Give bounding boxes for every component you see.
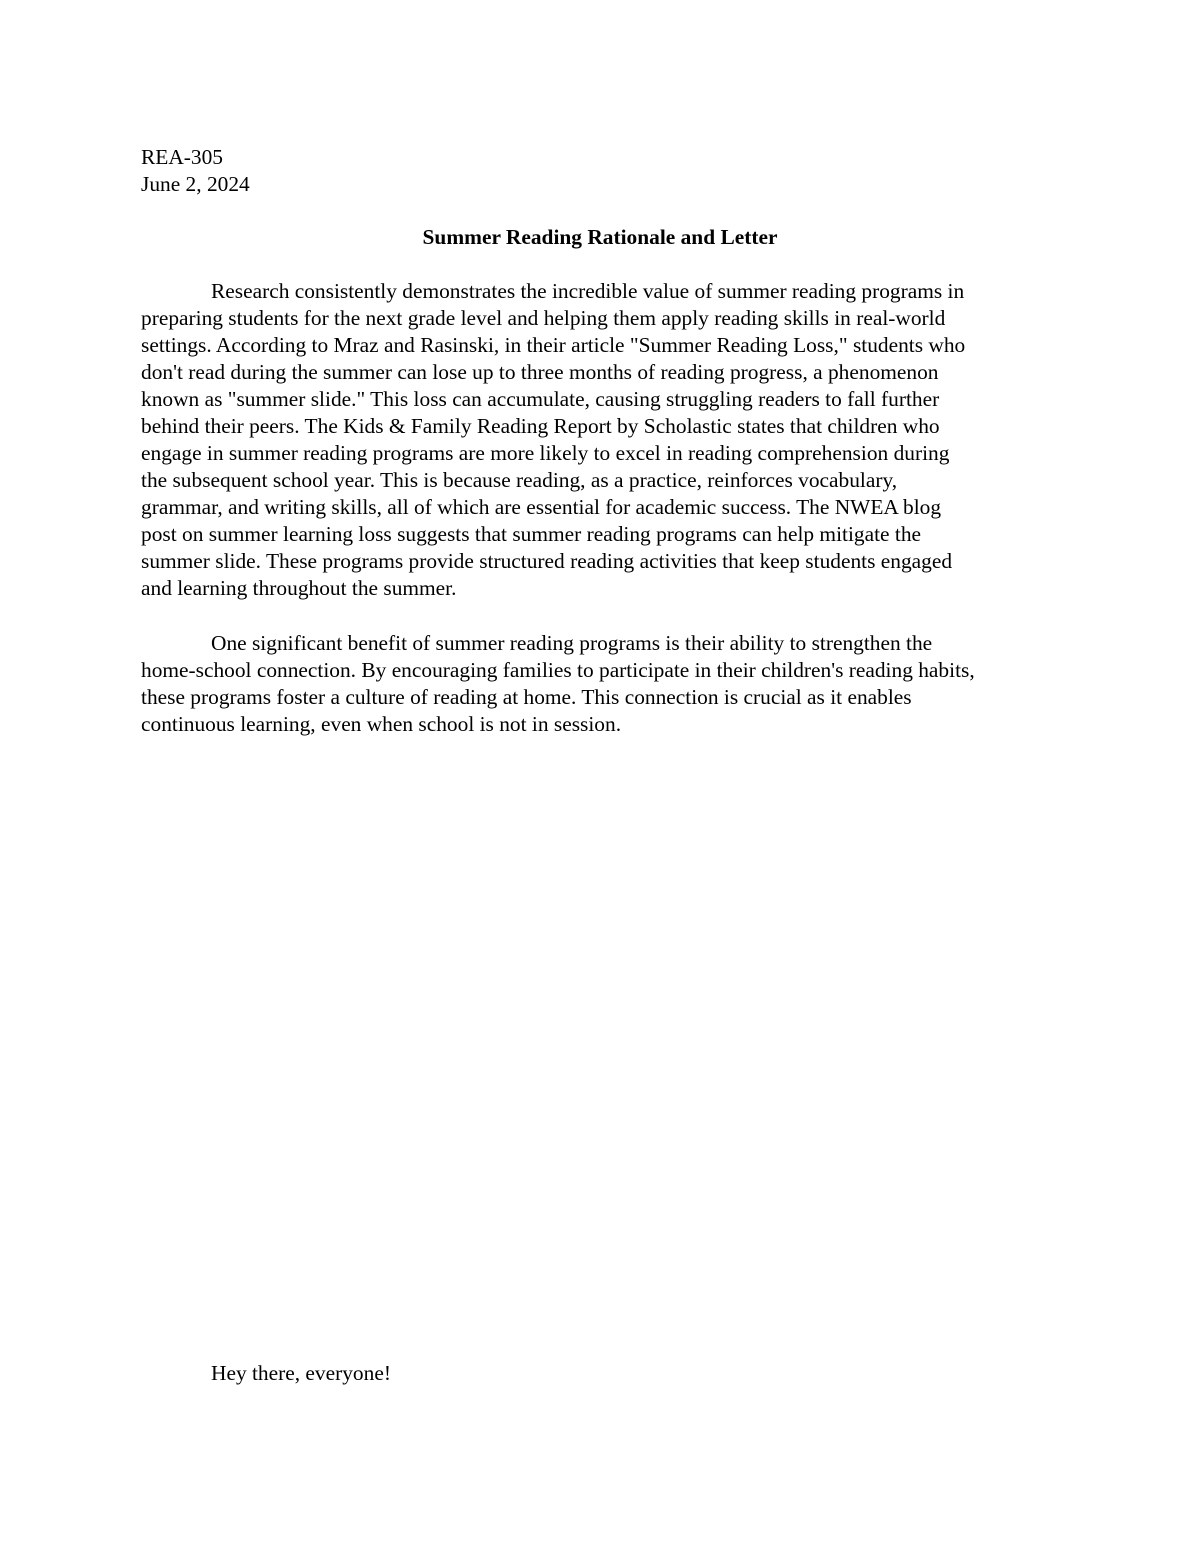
paragraph-line: known as "summer slide." This loss can accumulate, causing struggling readers to fall further: [141, 387, 940, 411]
paragraph-line: Research consistently demonstrates the incredible value of summer reading programs in: [211, 279, 965, 303]
paragraph-line: settings. According to Mraz and Rasinski, in their article "Summer Reading Loss," students who: [141, 333, 966, 357]
paragraph-line: One significant benefit of summer reading programs is their ability to strengthen the: [211, 631, 933, 655]
paragraph-line: post on summer learning loss suggests that summer reading programs can help mitigate the: [141, 522, 922, 546]
paragraph-line: engage in summer reading programs are more likely to excel in reading comprehension during: [141, 441, 950, 465]
paragraph-2: [141, 630, 1071, 738]
document-title: Summer Reading Rationale and Letter: [422, 225, 778, 249]
paragraph-1: [141, 278, 1071, 602]
paragraph-line: continuous learning, even when school is not in session.: [141, 712, 622, 736]
paragraph-line: grammar, and writing skills, all of which are essential for academic success. The NWEA blog: [141, 495, 942, 519]
paragraph-line: preparing students for the next grade level and helping them apply reading skills in real-world: [141, 306, 946, 330]
document-date: June 2, 2024: [141, 172, 250, 196]
paragraph-line: summer slide. These programs provide structured reading activities that keep students engaged: [141, 549, 953, 573]
letter-greeting: Hey there, everyone!: [211, 1361, 391, 1385]
paragraph-line: and learning throughout the summer.: [141, 576, 457, 600]
paragraph-line: the subsequent school year. This is because reading, as a practice, reinforces vocabulary,: [141, 468, 898, 492]
course-code: REA-305: [141, 145, 223, 169]
paragraph-line: these programs foster a culture of reading at home. This connection is crucial as it enables: [141, 685, 912, 709]
paragraph-line: behind their peers. The Kids & Family Reading Report by Scholastic states that children who: [141, 414, 940, 438]
paragraph-line: don't read during the summer can lose up to three months of reading progress, a phenomenon: [141, 360, 939, 384]
paragraph-line: home-school connection. By encouraging families to participate in their children's reading habits,: [141, 658, 975, 682]
